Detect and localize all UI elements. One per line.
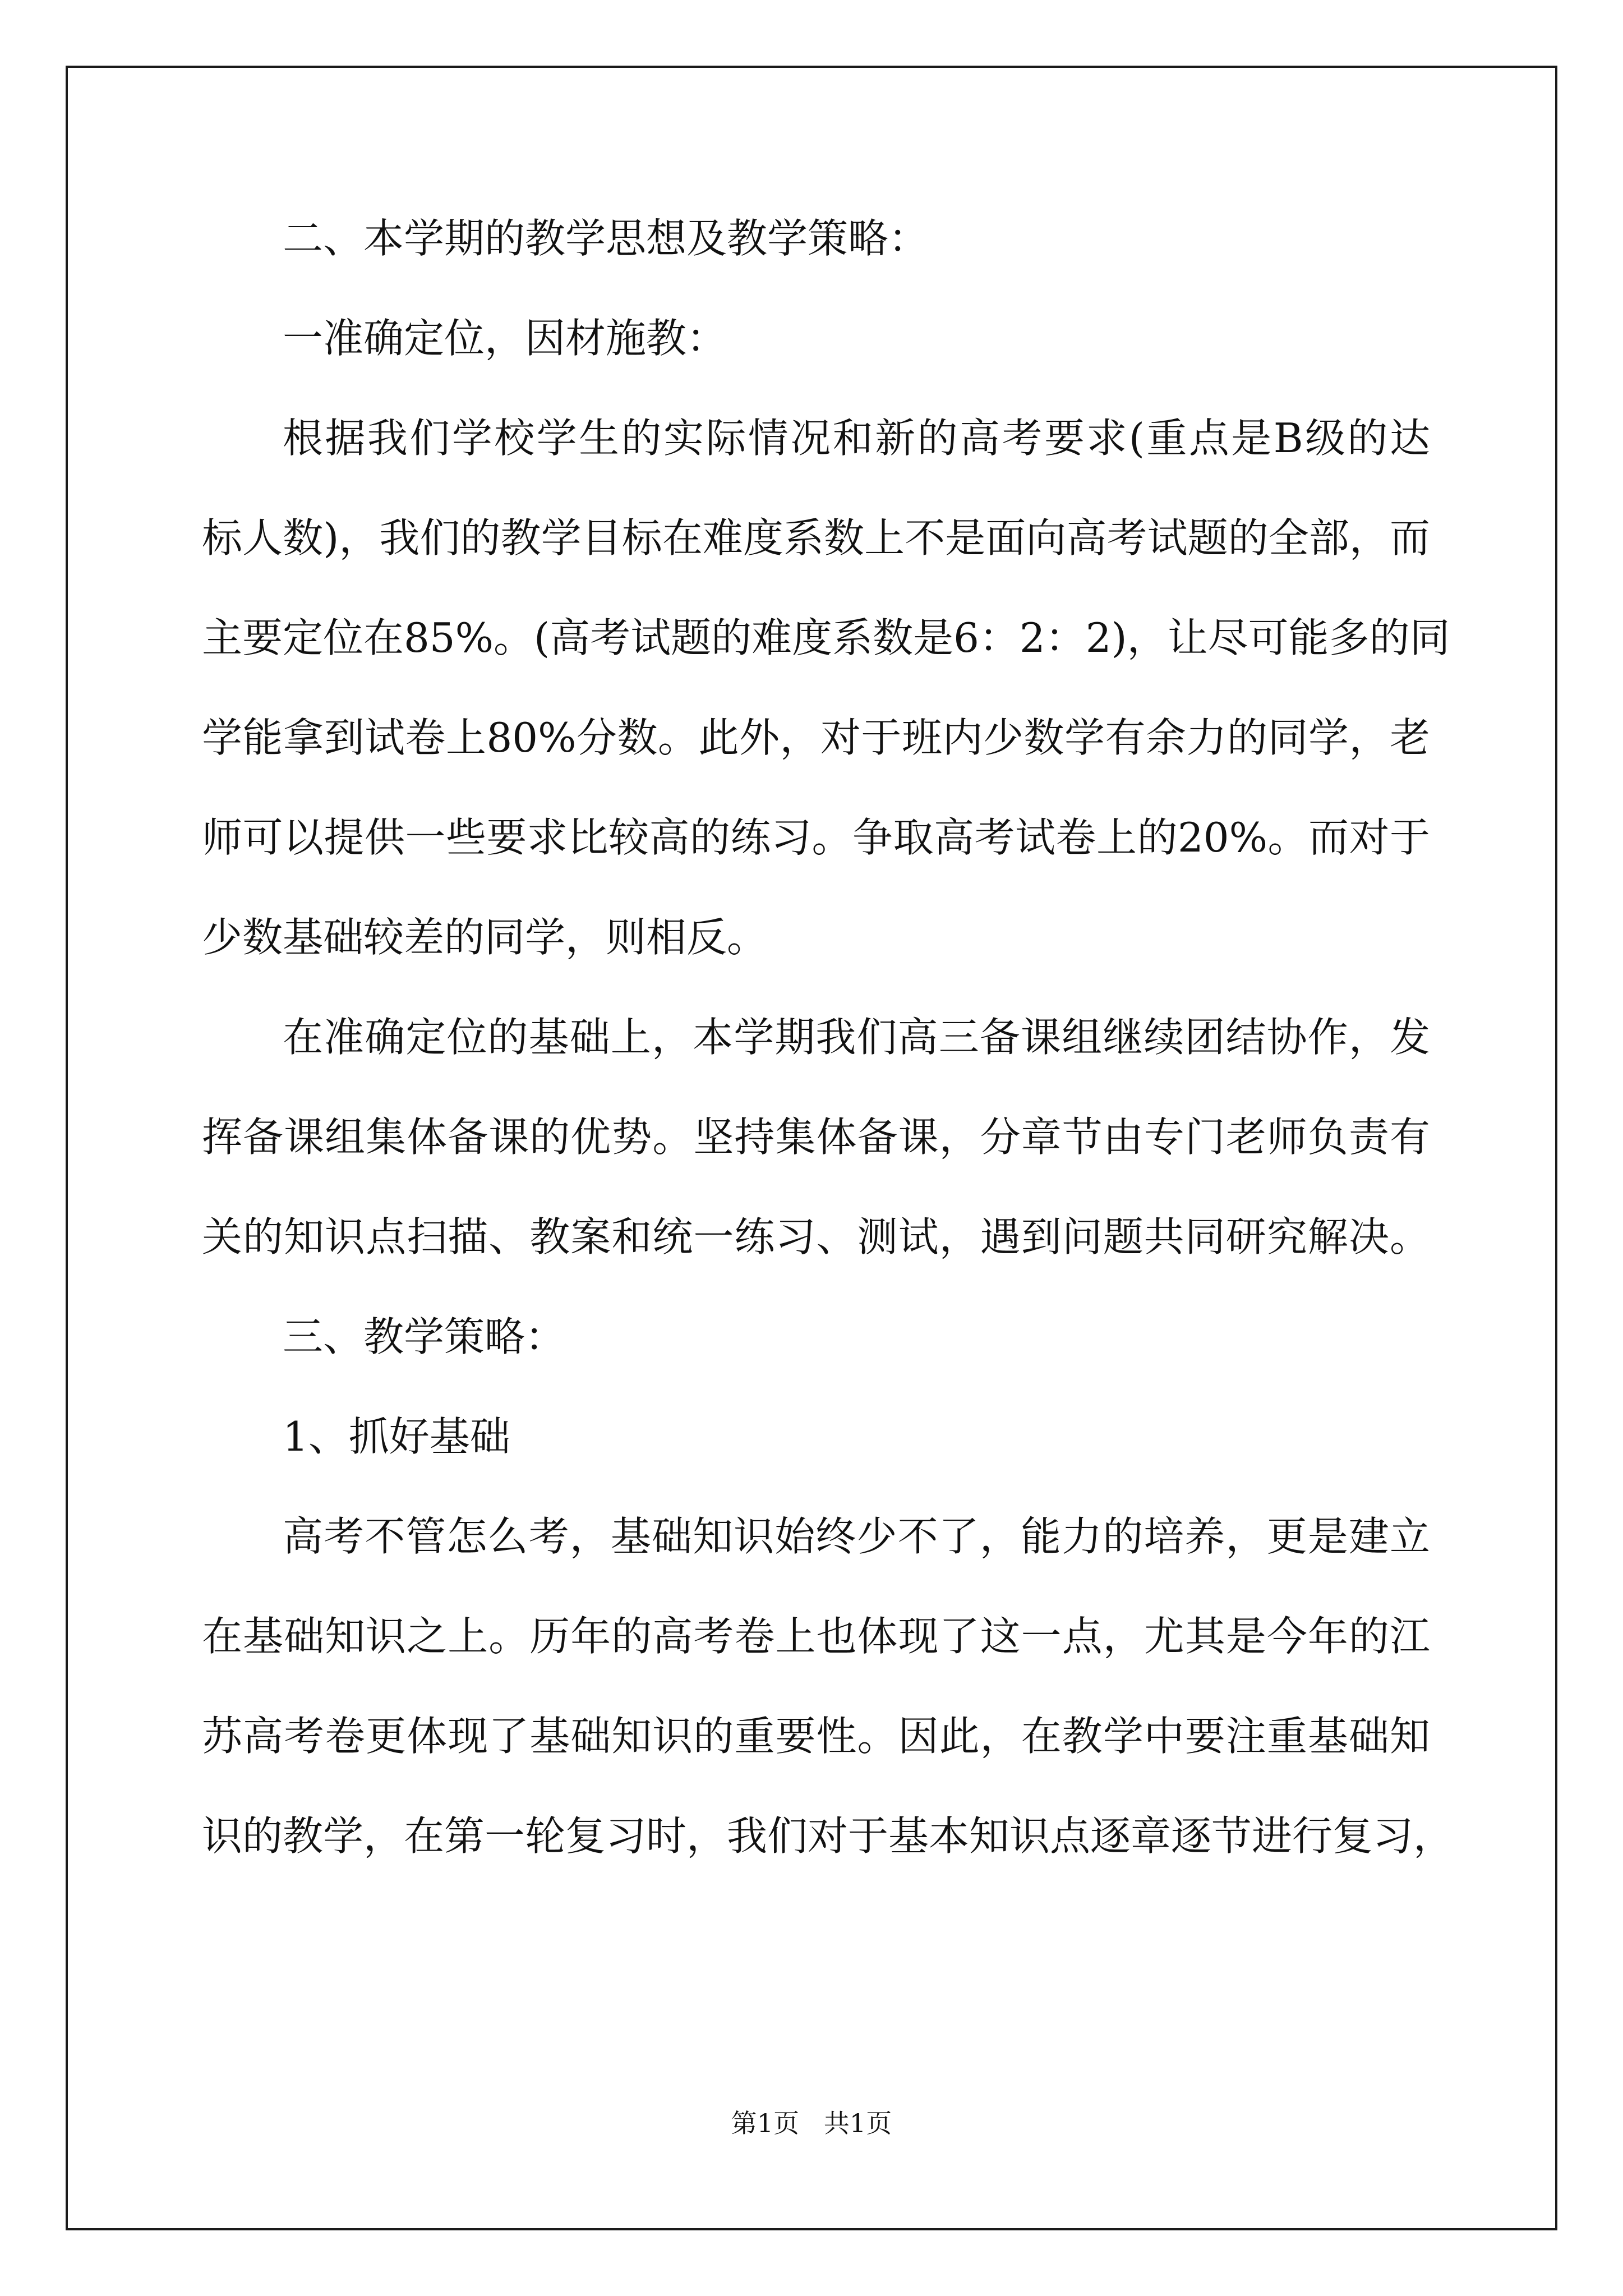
page-footer: 第1页 共1页 — [731, 2108, 892, 2138]
subheading-positioning: 一准确定位，因材施教： — [283, 315, 727, 362]
paragraph-line: 在基础知识之上。历年的高考卷上也体现了这一点，尤其是今年的江 — [202, 1613, 1430, 1660]
paragraph-line: 识的教学，在第一轮复习时，我们对于基本知识点逐章逐节进行复习， — [202, 1812, 1454, 1860]
paragraph-line: 关的知识点扫描、教案和统一练习、测试，遇到问题共同研究解决。 — [202, 1213, 1430, 1260]
paragraph-line: 少数基础较差的同学，则相反。 — [202, 914, 768, 961]
paragraph-line: 学能拿到试卷上80%分数。此外，对于班内少数学有余力的同学，老 — [202, 714, 1430, 761]
paragraph-line: 根据我们学校学生的实际情况和新的高考要求(重点是B级的达 — [283, 415, 1430, 462]
paragraph-line: 高考不管怎么考，基础知识始终少不了，能力的培养，更是建立 — [283, 1513, 1430, 1560]
paragraph-line: 师可以提供一些要求比较高的练习。争取高考试卷上的20%。而对于 — [202, 814, 1430, 861]
section-heading-strategy: 三、教学策略： — [283, 1313, 566, 1360]
paragraph-line: 在准确定位的基础上，本学期我们高三备课组继续团结协作，发 — [283, 1014, 1430, 1061]
subheading-basics: 1、抓好基础 — [283, 1413, 510, 1460]
section-heading-teaching-ideas: 二、本学期的教学思想及教学策略： — [283, 215, 929, 262]
paragraph-line: 苏高考卷更体现了基础知识的重要性。因此，在教学中要注重基础知 — [202, 1713, 1430, 1760]
paragraph-line: 标人数)，我们的教学目标在难度系数上不是面向高考试题的全部，而 — [202, 514, 1430, 562]
paragraph-line: 主要定位在85%。(高考试题的难度系数是6：2：2)，让尽可能多的同 — [202, 614, 1450, 661]
paragraph-line: 挥备课组集体备课的优势。坚持集体备课，分章节由专门老师负责有 — [202, 1114, 1430, 1161]
